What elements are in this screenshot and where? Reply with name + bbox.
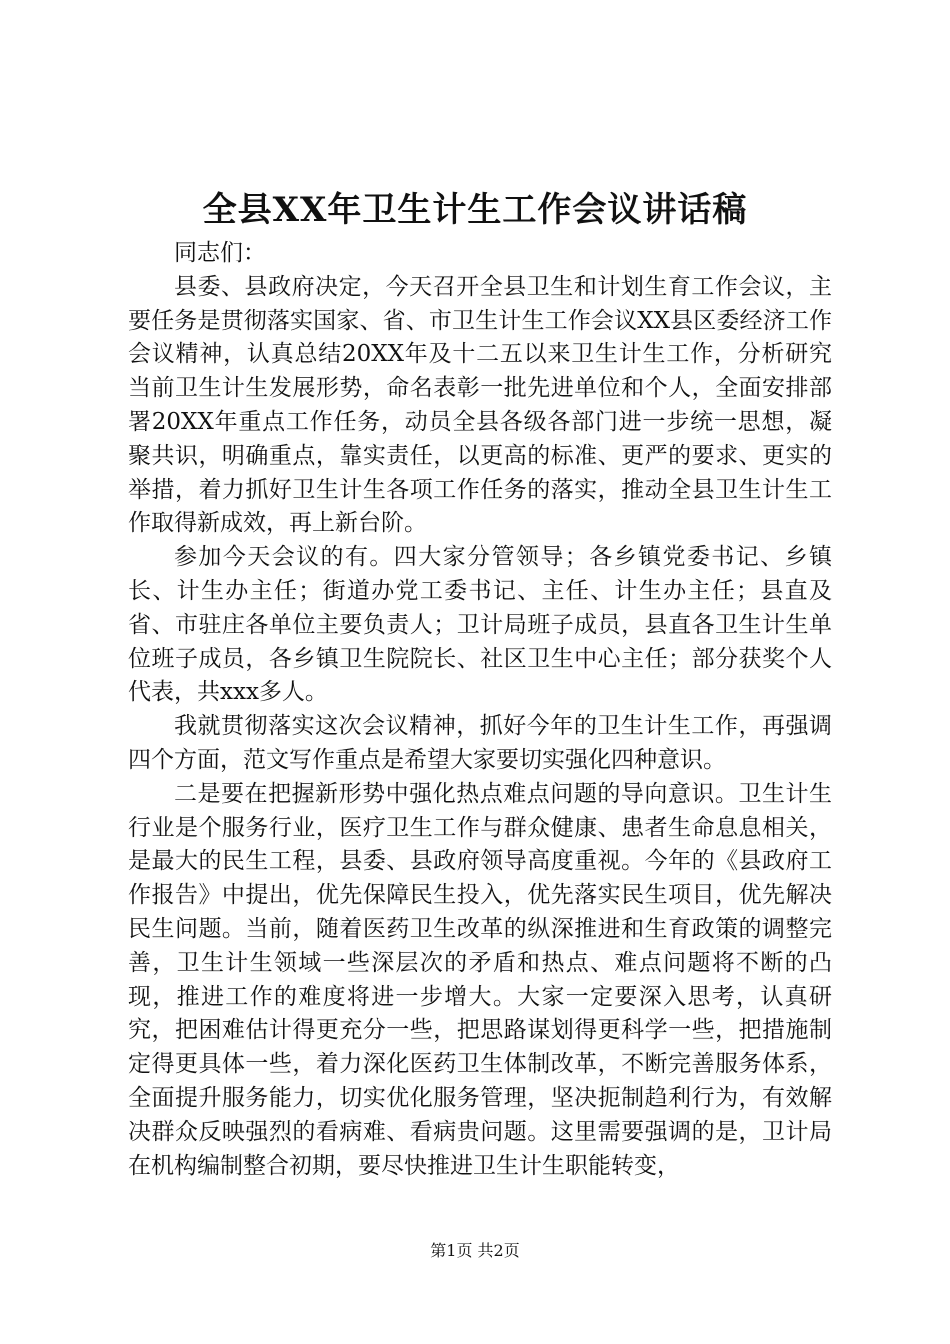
body-paragraph: 参加今天会议的有。四大家分管领导；各乡镇党委书记、乡镇长、计生办主任；街道办党工委书记、主任、计生办主任；县直及省、市驻庄各单位主要负责人；卫计局班子成员，县直各卫生计生单位班子成员，各乡镇卫生院院长、社区卫生中心主任；部分获奖个人代表，共xxx多人。 xyxy=(128,544,832,706)
body-paragraph: 我就贯彻落实这次会议精神，抓好今年的卫生计生工作，再强调四个方面，范文写作重点是希望大家要切实强化四种意识。 xyxy=(128,713,832,773)
salutation-paragraph: 同志们： xyxy=(174,240,266,266)
document-title: 全县XX年卫生计生工作会议讲话稿 xyxy=(202,190,748,230)
page-number-footer: 第1页 共2页 xyxy=(430,1241,520,1260)
body-paragraph: 县委、县政府决定，今天召开全县卫生和计划生育工作会议，主要任务是贯彻落实国家、省、市卫生计生工作会议XX县区委经济工作会议精神，认真总结20XX年及十二五以来卫生计生工作，分析研究当前卫生计生发展形势，命名表彰一批先进单位和个人，全面安排部署20XX年重点工作任务，动员全县各级各部门进一步统一思想，凝聚共识，明确重点，靠实责任，以更高的标准、更严的要求、更实的举措，着力抓好卫生计生各项工作任务的落实，推动全县卫生计生工作取得新成效，再上新台阶。 xyxy=(128,273,832,537)
document-body xyxy=(128,237,832,1183)
body-paragraph: 二是要在把握新形势中强化热点难点问题的导向意识。卫生计生行业是个服务行业，医疗卫生工作与群众健康、患者生命息息相关，是最大的民生工程，县委、县政府领导高度重视。今年的《县政府工作报告》中提出，优先保障民生投入，优先落实民生项目，优先解决民生问题。当前，随着医药卫生改革的纵深推进和生育政策的调整完善，卫生计生领域一些深层次的矛盾和热点、难点问题将不断的凸现，推进工作的难度将进一步增大。大家一定要深入思考，认真研究，把困难估计得更充分一些，把思路谋划得更科学一些，把措施制定得更具体一些，着力深化医药卫生体制改革，不断完善服务体系，全面提升服务能力，切实优化服务管理，坚决扼制趋利行为，有效解决群众反映强烈的看病难、看病贵问题。这里需要强调的是，卫计局在机构编制整合初期，要尽快推进卫生计生职能转变， xyxy=(128,780,832,1179)
